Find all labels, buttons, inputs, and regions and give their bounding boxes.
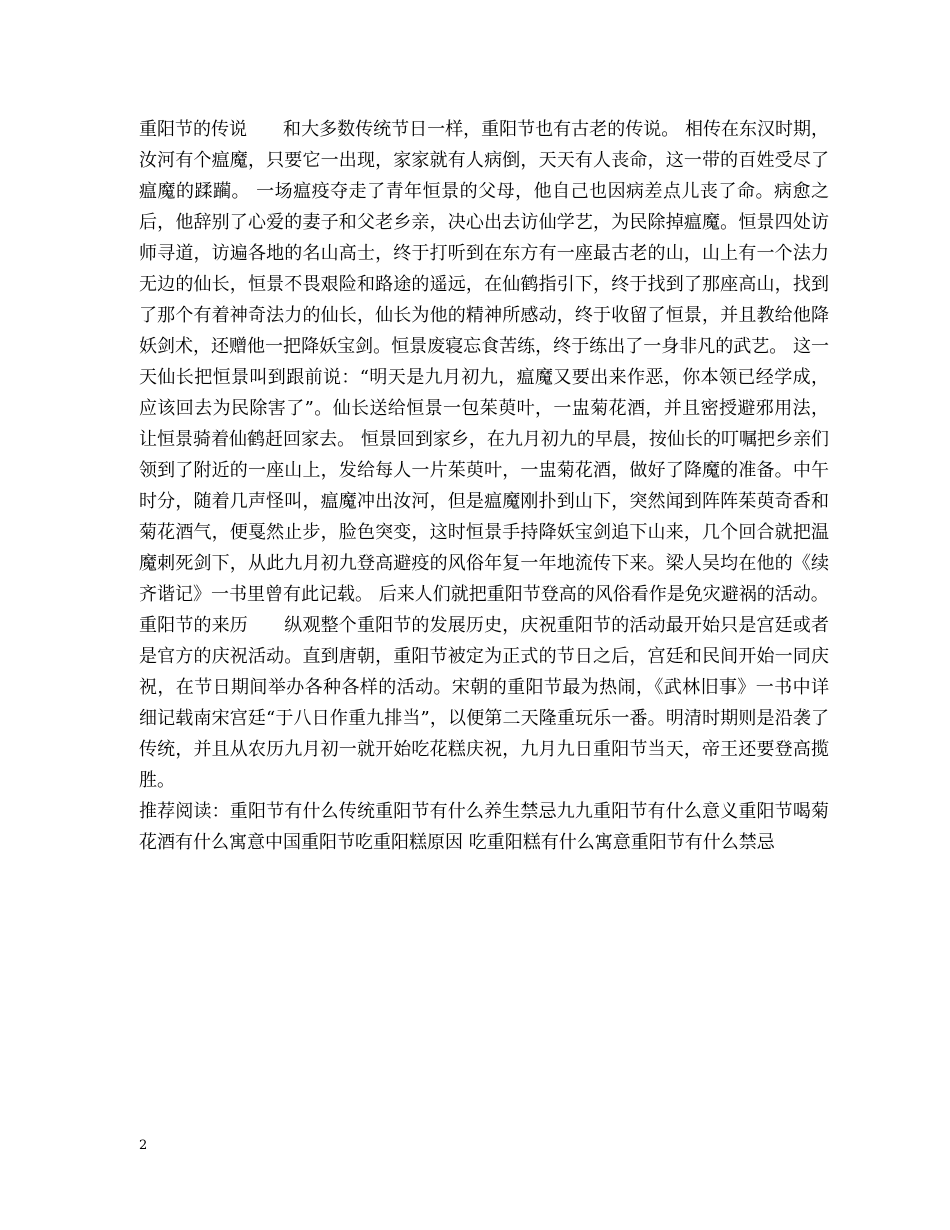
- page-number: 2: [139, 1138, 148, 1153]
- document-body: [139, 114, 829, 858]
- paragraph-recommended-reading: 推荐阅读：重阳节有什么传统重阳节有什么养生禁忌九九重阳节有什么意义重阳节喝菊花酒有什么寓意中国重阳节吃重阳糕原因 吃重阳糕有什么寓意重阳节有什么禁忌: [139, 801, 829, 853]
- paragraph-legend: 重阳节的传说 和大多数传统节日一样，重阳节也有古老的传说。 相传在东汉时期，汝河有个瘟魔，只要它一出现，家家就有人病倒，天天有人丧命，这一带的百姓受尽了瘟魔的蹂躏。 一场瘟疫夺走了青年恒景的父母，他自己也因病差点儿丧了命。病愈之后，他辞别了心爱的妻子和父老乡亲，决心出去访仙学艺，为民除掉瘟魔。恒景四处访师寻道，访遍各地的名山高士，终于打听到在东方有一座最古老的山，山上有一个法力无边的仙长，恒景不畏艰险和路途的遥远，在仙鹤指引下，终于找到了那座高山，找到了那个有着神奇法力的仙长，仙长为他的精神所感动，终于收留了恒景，并且教给他降妖剑术，还赠他一把降妖宝剑。恒景废寝忘食苦练，终于练出了一身非凡的武艺。 这一天仙长把恒景叫到跟前说：“明天是九月初九，瘟魔又要出来作恶，你本领已经学成，应该回去为民除害了”。仙长送给恒景一包茱萸叶，一盅菊花酒，并且密授避邪用法，让恒景骑着仙鹤赶回家去。 恒景回到家乡，在九月初九的早晨，按仙长的叮嘱把乡亲们领到了附近的一座山上，发给每人一片茱萸叶，一盅菊花酒，做好了降魔的准备。中午时分，随着几声怪叫，瘟魔冲出汝河，但是瘟魔刚扑到山下，突然闻到阵阵茱萸奇香和菊花酒气，便戛然止步，脸色突变，这时恒景手持降妖宝剑追下山来，几个回合就把温魔刺死剑下，从此九月初九登高避疫的风俗年复一年地流传下来。梁人吴均在他的《续齐谐记》一书里曾有此记载。 后来人们就把重阳节登高的风俗看作是免灾避祸的活动。: [139, 119, 829, 605]
- paragraph-origin: 重阳节的来历 纵观整个重阳节的发展历史，庆祝重阳节的活动最开始只是宫廷或者是官方的庆祝活动。直到唐朝，重阳节被定为正式的节日之后，宫廷和民间开始一同庆祝，在节日期间举办各种各样的活动。宋朝的重阳节最为热闹，《武林旧事》一书中详细记载南宋宫廷“于八日作重九排当”，以便第二天隆重玩乐一番。明清时期则是沿袭了传统，并且从农历九月初一就开始吃花糕庆祝，九月九日重阳节当天，帝王还要登高揽胜。: [139, 615, 829, 791]
